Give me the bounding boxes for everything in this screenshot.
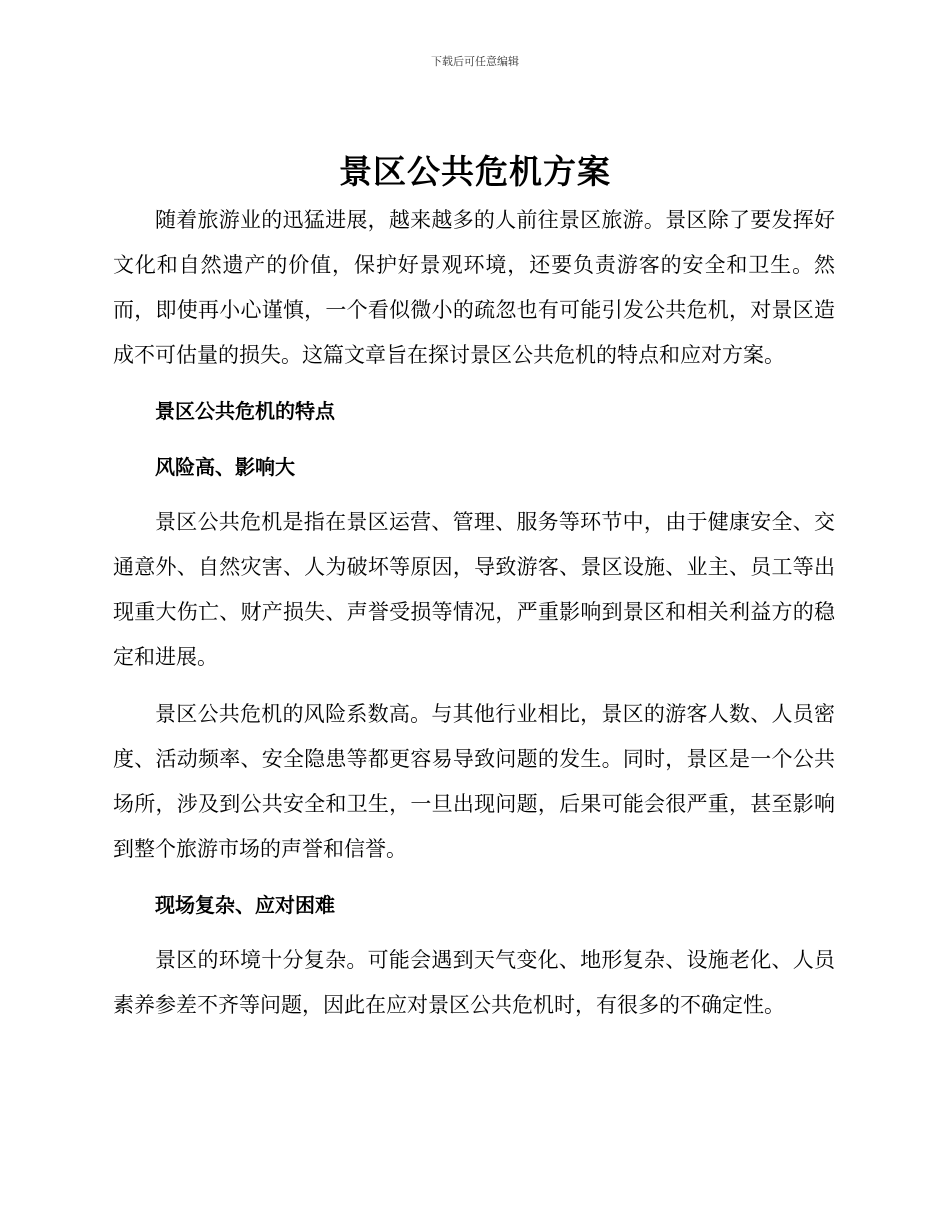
document-body <box>113 198 835 1028</box>
risk-paragraph-1: 景区公共危机是指在景区运营、管理、服务等环节中，由于健康安全、交通意外、自然灾害、人为破坏等原因，导致游客、景区设施、业主、员工等出现重大伤亡、财产损失、声誉受损等情况，严重影响到景区和相关利益方的稳定和进展。 <box>113 510 835 669</box>
subsection-heading-risk: 风险高、影响大 <box>155 455 295 479</box>
risk-paragraph-2: 景区公共危机的风险系数高。与其他行业相比，景区的游客人数、人员密度、活动频率、安全隐患等都更容易导致问题的发生。同时，景区是一个公共场所，涉及到公共安全和卫生，一旦出现问题，后果可能会很严重，甚至影响到整个旅游市场的声誉和信誉。 <box>113 702 835 861</box>
document-title: 景区公共危机方案 <box>339 152 611 191</box>
complex-paragraph-1: 景区的环境十分复杂。可能会遇到天气变化、地形复杂、设施老化、人员素养参差不齐等问题，因此在应对景区公共危机时，有很多的不确定性。 <box>113 948 835 1017</box>
subsection-heading-complex: 现场复杂、应对困难 <box>155 893 335 917</box>
header-note: 下载后可任意编辑 <box>431 55 519 68</box>
intro-paragraph: 随着旅游业的迅猛进展，越来越多的人前往景区旅游。景区除了要发挥好文化和自然遗产的价值，保护好景观环境，还要负责游客的安全和卫生。然而，即使再小心谨慎，一个看似微小的疏忽也有可能引发公共危机，对景区造成不可估量的损失。这篇文章旨在探讨景区公共危机的特点和应对方案。 <box>113 208 835 367</box>
section-heading: 景区公共危机的特点 <box>155 399 335 423</box>
